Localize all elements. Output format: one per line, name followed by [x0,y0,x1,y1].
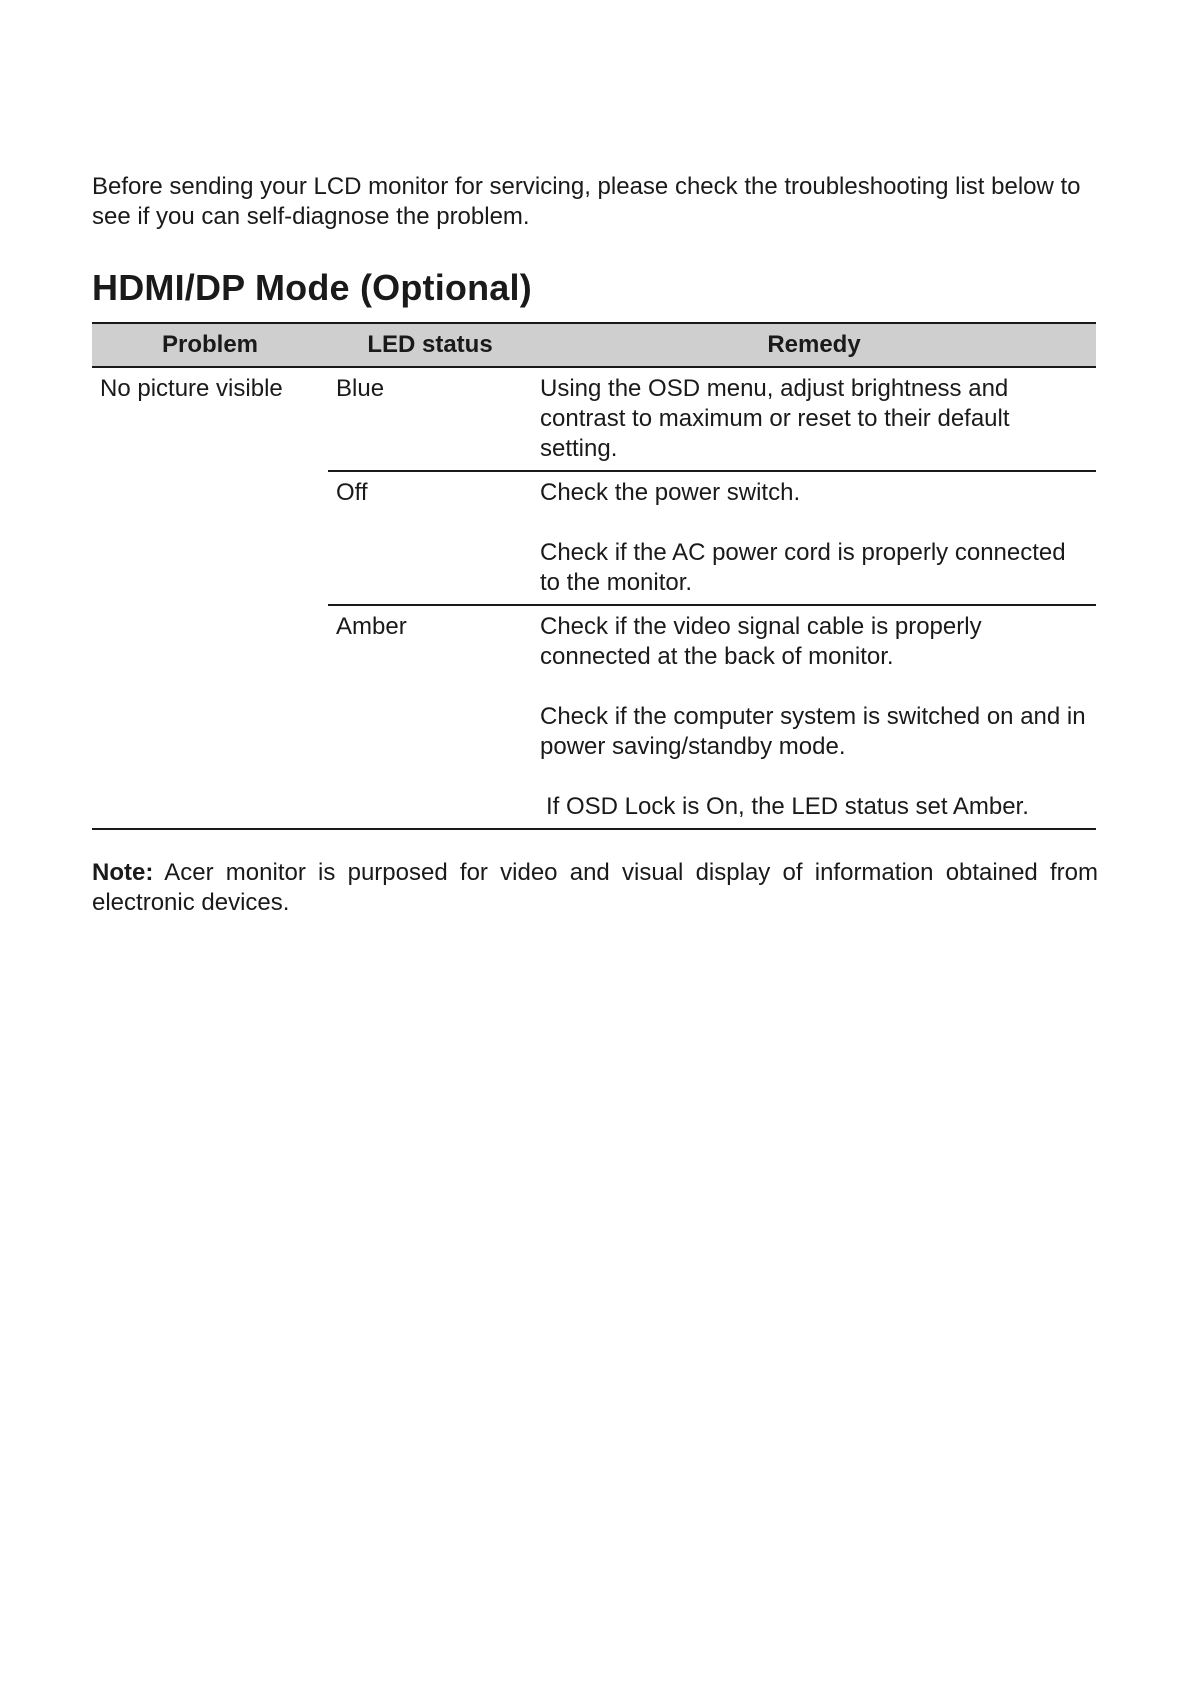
table-header-row [92,323,1096,367]
page-content [92,172,1098,918]
remedy-cell [532,471,1096,605]
intro-paragraph: Before sending your LCD monitor for servicing, please check the troubleshooting list below to see if you can self-diagnose the problem. [92,173,1081,230]
remedy-text: Check if the AC power cord is properly connected to the monitor. [540,539,1066,596]
remedy-cell [532,605,1096,829]
header-led-status: LED status [328,323,532,367]
led-status-cell: Blue [336,375,385,402]
remedy-text: Using the OSD menu, adjust brightness and contrast to maximum or reset to their default setting. [540,375,1010,462]
note-label: Note: [92,859,154,886]
remedy-text: Check if the computer system is switched on and in power saving/standby mode. [540,703,1086,760]
note-text: Acer monitor is purposed for video and visual display of information obtained from electronic devices. [92,859,1099,916]
header-problem: Problem [92,323,328,367]
led-status-cell: Amber [328,605,532,829]
troubleshooting-table [92,322,1096,830]
table-row [92,367,1096,471]
section-title: HDMI/DP Mode (Optional) [92,267,532,308]
remedy-text: If OSD Lock is On, the LED status set Amber. [546,793,1029,820]
header-remedy: Remedy [532,323,1096,367]
note-paragraph [92,858,1098,918]
remedy-cell [532,367,1096,471]
problem-cell: No picture visible [92,367,328,829]
remedy-text: Check the power switch. [540,479,801,506]
remedy-text: Check if the video signal cable is properly connected at the back of monitor. [540,613,982,670]
led-status-cell: Off [328,471,532,605]
